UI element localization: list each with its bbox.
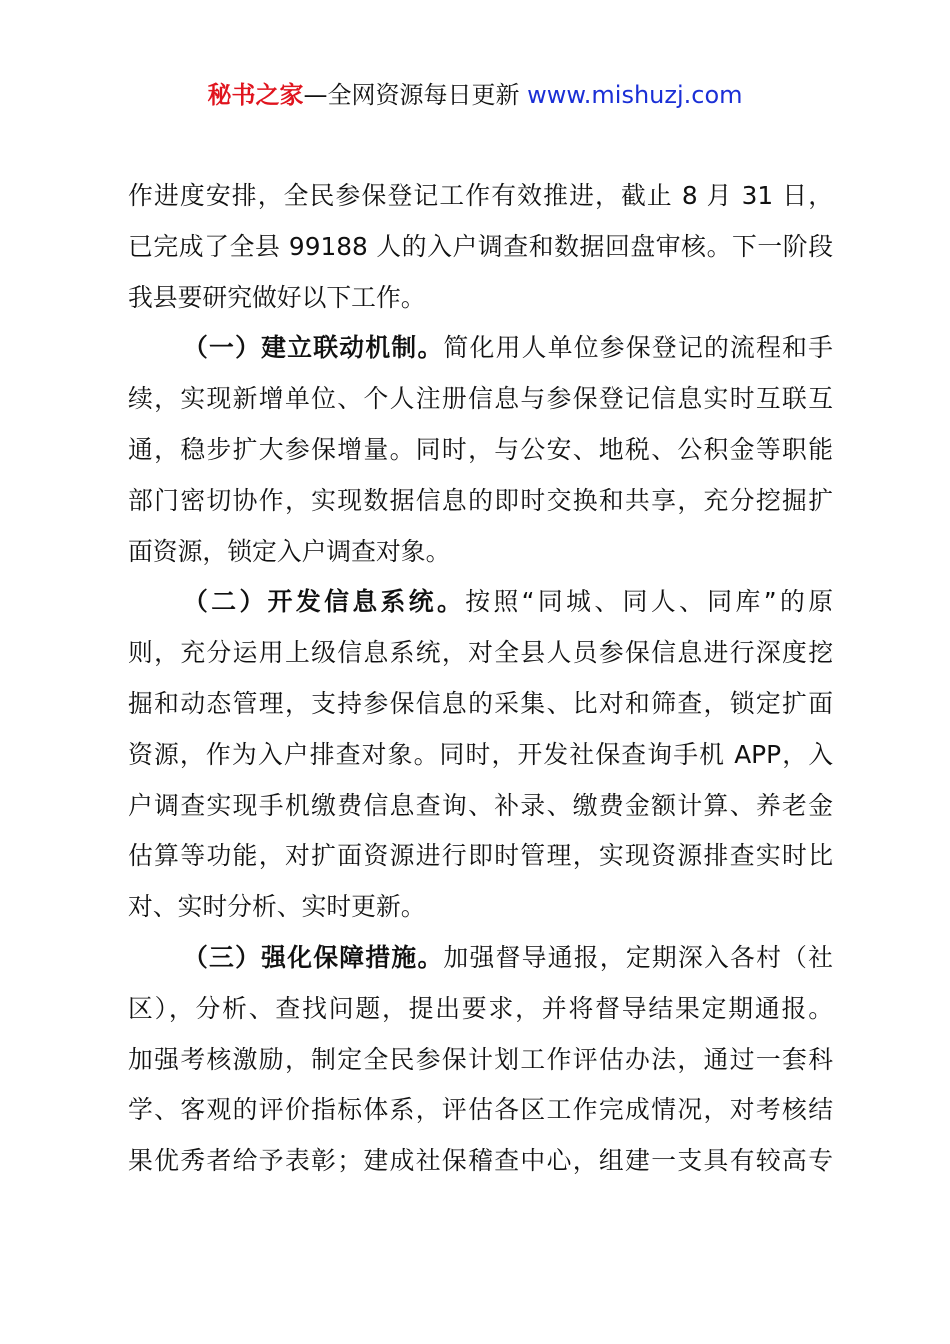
text-line: 加强考核激励，制定全民参保计划工作评估办法，通过一套科: [128, 1044, 833, 1074]
site-url-link[interactable]: www.mishuzj.com: [527, 81, 743, 109]
text-line: 估算等功能，对扩面资源进行即时管理，实现资源排查实时比: [128, 841, 833, 871]
text-line: [128, 577, 833, 628]
text-line: 部门密切协作，实现数据信息的即时交换和共享，充分挖掘扩: [128, 485, 833, 515]
text-line: [128, 933, 833, 984]
text-line: 我县要研究做好以下工作。: [128, 282, 426, 312]
paragraph: [128, 933, 833, 1187]
text-line: 通，稳步扩大参保增量。同时，与公安、地税、公积金等职能: [128, 434, 833, 464]
text-line: 作进度安排，全民参保登记工作有效推进，截止 8 月 31 日，: [128, 181, 833, 210]
text-line: [128, 323, 833, 374]
text-segment: 加强督导通报，定期深入各村（社: [443, 942, 833, 972]
text-line: 资源，作为入户排查对象。同时，开发社保查询手机 APP，入: [128, 739, 833, 769]
text-line: 学、客观的评价指标体系，评估各区工作完成情况，对考核结: [128, 1095, 833, 1125]
site-header: [0, 78, 950, 112]
site-brand: 秘书之家: [207, 81, 304, 109]
section-heading: （一）建立联动机制。: [183, 333, 444, 363]
text-segment: 简化用人单位参保登记的流程和手: [443, 333, 833, 363]
text-line: 面资源，锁定入户调查对象。: [128, 536, 451, 566]
paragraph: [128, 323, 833, 577]
site-tagline: —全网资源每日更新: [303, 81, 528, 109]
text-segment: 按照“同城、同人、同库”的原: [465, 587, 833, 617]
section-heading: （三）强化保障措施。: [183, 942, 444, 972]
text-line: 对、实时分析、实时更新。: [128, 892, 426, 922]
paragraph: [128, 171, 833, 323]
document-body: [128, 171, 833, 1187]
text-line: 已完成了全县 99188 人的入户调查和数据回盘审核。下一阶段: [128, 231, 833, 261]
section-heading: （二）开发信息系统。: [183, 587, 466, 617]
text-line: 区），分析、查找问题，提出要求，并将督导结果定期通报。: [128, 993, 833, 1023]
text-line: 续，实现新增单位、个人注册信息与参保登记信息实时互联互: [128, 384, 833, 414]
text-line: 户调查实现手机缴费信息查询、补录、缴费金额计算、养老金: [128, 790, 833, 820]
paragraph: [128, 577, 833, 933]
text-line: 则，充分运用上级信息系统，对全县人员参保信息进行深度挖: [128, 638, 833, 668]
text-line: 掘和动态管理，支持参保信息的采集、比对和筛查，锁定扩面: [128, 688, 833, 718]
text-line: 果优秀者给予表彰；建成社保稽查中心，组建一支具有较高专: [128, 1146, 833, 1176]
